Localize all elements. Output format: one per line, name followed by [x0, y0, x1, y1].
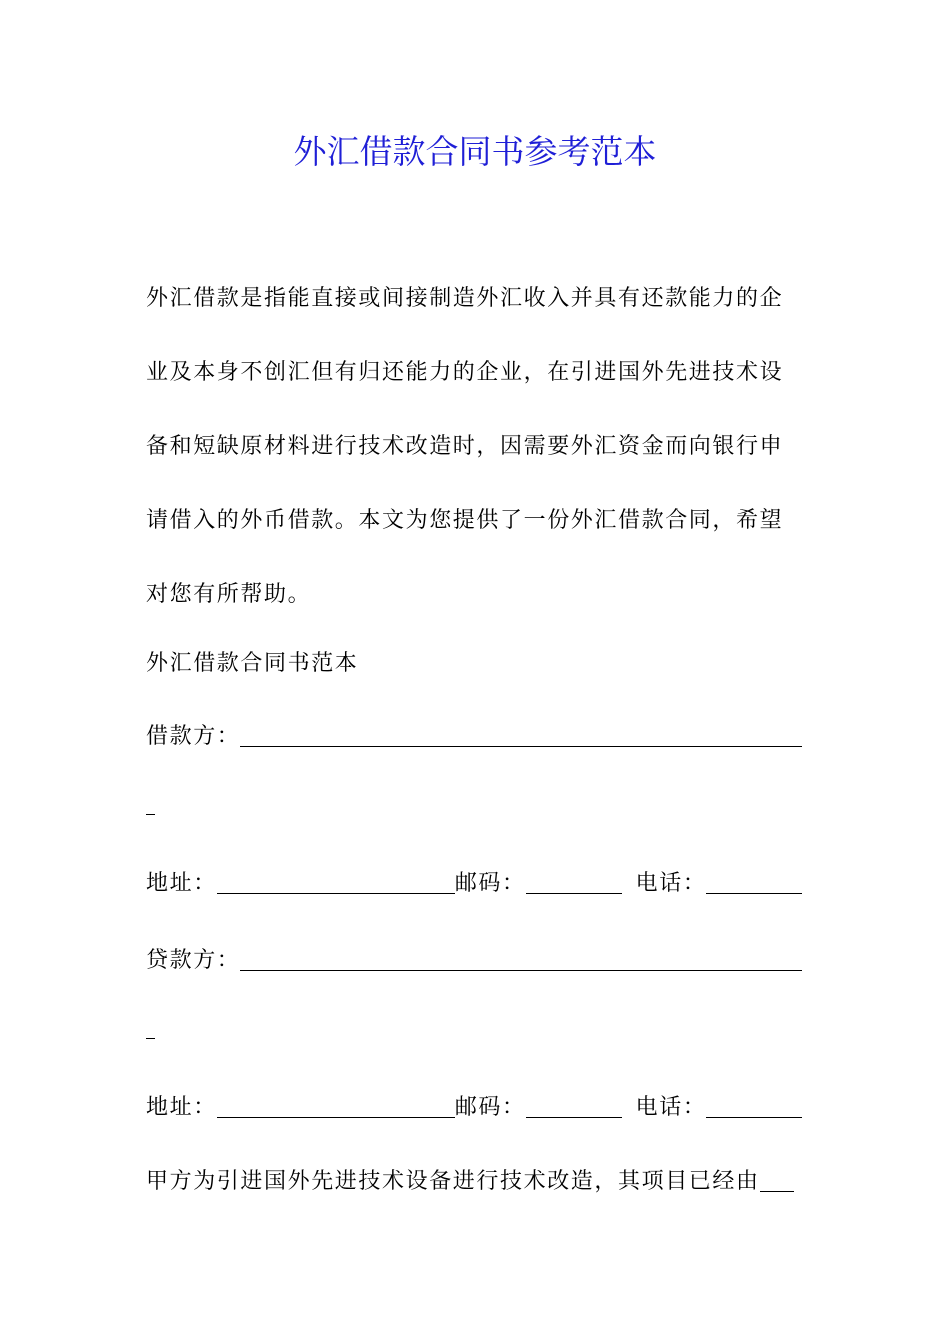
address-label: 地址：	[146, 871, 217, 896]
borrower-phone-blank[interactable]	[706, 871, 802, 894]
address-label: 地址：	[146, 1095, 217, 1120]
lender-address-row	[146, 1088, 802, 1128]
borrower-postcode-blank[interactable]	[526, 871, 622, 894]
document-title: 外汇借款合同书参考范本	[293, 132, 657, 171]
lender-blank[interactable]	[240, 948, 802, 971]
approval-authority-blank[interactable]	[760, 1169, 794, 1192]
lender-row	[146, 941, 802, 981]
lender-label: 贷款方：	[146, 948, 241, 973]
postcode-label: 邮码：	[454, 871, 526, 896]
lender-phone-blank[interactable]	[706, 1095, 802, 1118]
borrower-blank[interactable]	[240, 724, 802, 747]
borrower-row	[146, 717, 802, 757]
borrower-label: 借款方：	[146, 724, 241, 749]
borrower-address-row	[146, 864, 802, 904]
lender-address-blank[interactable]	[217, 1095, 455, 1118]
intro-paragraph: 外汇借款是指能直接或间接制造外汇收入并具有还款能力的企业及本身不创汇但有归还能力的企业，在引进国外先进技术设备和短缺原材料进行技术改造时，因需要外汇资金而向银行申请借入的外币借款。本文为您提供了一份外汇借款合同，希望对您有所帮助。	[146, 286, 784, 607]
lender-postcode-blank[interactable]	[526, 1095, 622, 1118]
contract-subtitle: 外汇借款合同书范本	[146, 651, 359, 676]
phone-label: 电话：	[635, 871, 707, 896]
borrower-blank-continuation	[146, 814, 155, 815]
borrower-address-blank[interactable]	[217, 871, 455, 894]
clause-row	[146, 1162, 794, 1202]
phone-label: 电话：	[635, 1095, 707, 1120]
postcode-label: 邮码：	[454, 1095, 526, 1120]
lender-blank-continuation	[146, 1038, 155, 1039]
clause-text: 甲方为引进国外先进技术设备进行技术改造，其项目已经由	[146, 1169, 760, 1194]
